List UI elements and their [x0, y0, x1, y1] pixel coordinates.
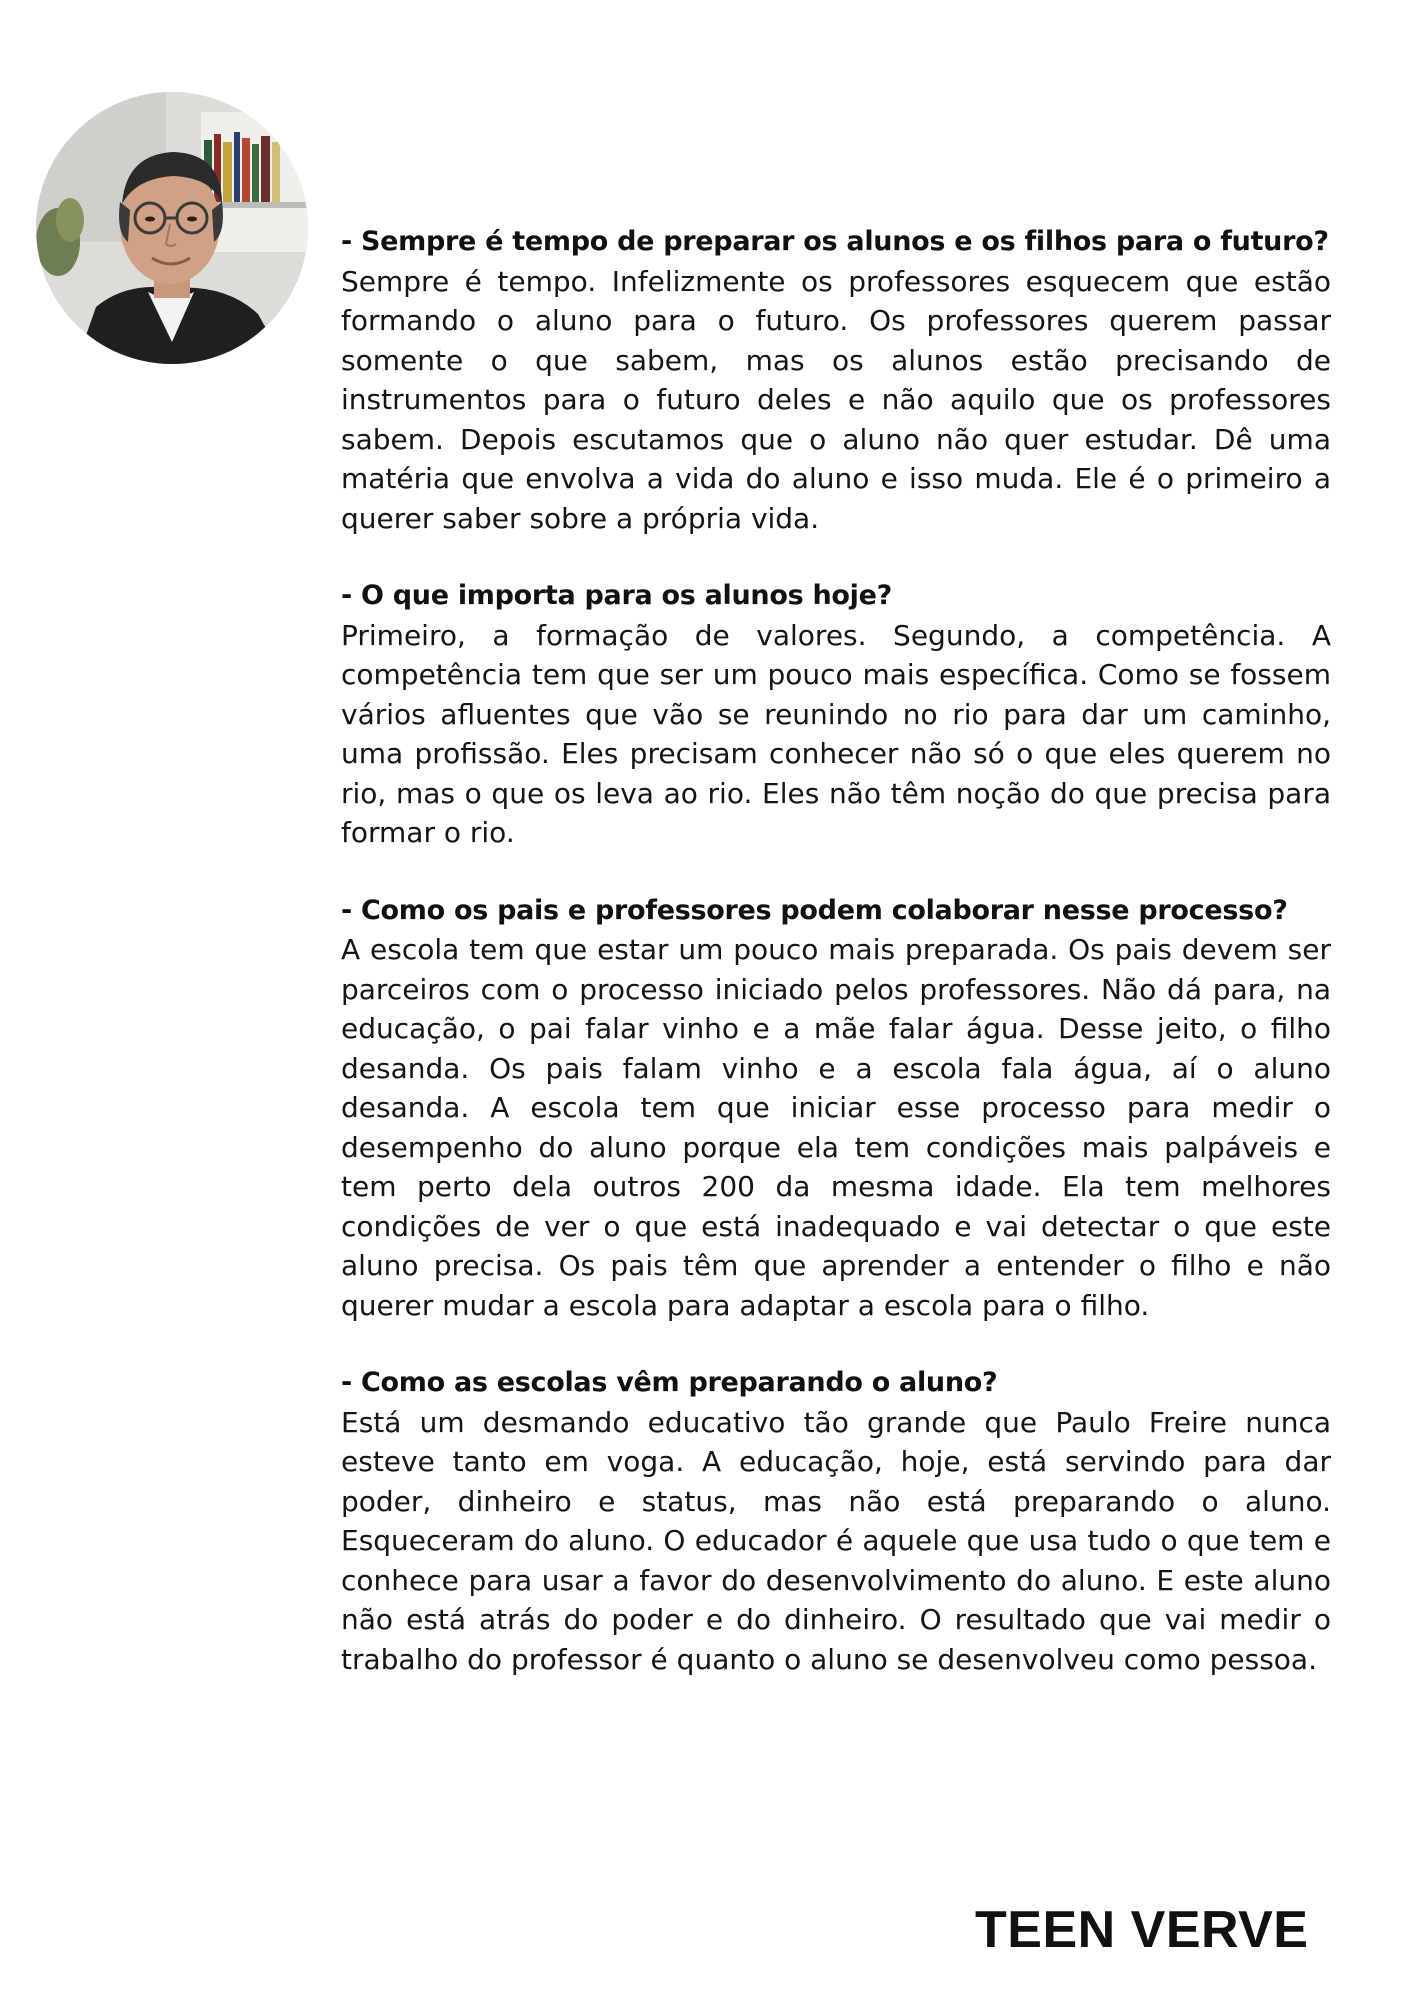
answer-paragraph: A escola tem que estar um pouco mais preparada. Os pais devem ser parceiros com o processo iniciado pelos professores. Não dá para, na educação, o pai falar vinho e a mãe falar água. Desse jeito, o filho desanda. Os pais falam vinho e a escola fala água, aí o aluno desanda. A escola tem que iniciar esse processo para medir o desempenho do aluno porque ela tem condições mais palpáveis e tem perto dela outros 200 da mesma idade. Ela tem melhores condições de ver o que está inadequado e vai detectar o que este aluno precisa. Os pais têm que aprender a entender o filho e não querer mudar a escola para adaptar a escola para o filho. [341, 933, 1331, 1322]
answer-paragraph: Sempre é tempo. Infelizmente os professores esquecem que estão formando o aluno para o futuro. Os professores querem passar somente o que sabem, mas os alunos estão precisando de instrumentos para o futuro deles e não aquilo que os professores sabem. Depois escutamos que o aluno não quer estudar. Dê uma matéria que envolva a vida do aluno e isso muda. Ele é o primeiro a querer saber sobre a própria vida. [341, 264, 1331, 535]
qa-block [341, 891, 1331, 1326]
portrait-photo [36, 92, 308, 364]
question-heading: - O que importa para os alunos hoje? [341, 580, 892, 611]
question-heading: - Como as escolas vêm preparando o aluno? [341, 1367, 998, 1398]
answer-paragraph: Está um desmando educativo tão grande que Paulo Freire nunca esteve tanto em voga. A educação, hoje, está servindo para dar poder, dinheiro e status, mas não está preparando o aluno. Esqueceram do aluno. O educador é aquele que usa tudo o que tem e conhece para usar a favor do desenvolvimento do aluno. E este aluno não está atrás do poder e do dinheiro. O resultado que vai medir o trabalho do professor é quanto o aluno se desenvolveu como pessoa. [341, 1405, 1331, 1676]
qa-block [341, 222, 1331, 538]
brand-logo: TEEN VERVE [975, 1901, 1309, 1959]
question-heading: - Como os pais e professores podem colaborar nesse processo? [341, 894, 1288, 926]
qa-block [341, 1363, 1331, 1679]
answer-paragraph: Primeiro, a formação de valores. Segundo, a competência. A competência tem que ser um pouco mais específica. Como se fossem vários afluentes que vão se reunindo no rio para dar um caminho, uma profissão. Eles precisam conhecer não só o que eles querem no rio, mas o que os leva ao rio. Eles não têm noção do que precisa para formar o rio. [341, 618, 1331, 849]
question-heading: - Sempre é tempo de preparar os alunos e os filhos para o futuro? [341, 226, 1329, 257]
qa-block [341, 576, 1331, 853]
interview-body [341, 222, 1331, 1717]
interviewee-portrait [36, 92, 308, 364]
